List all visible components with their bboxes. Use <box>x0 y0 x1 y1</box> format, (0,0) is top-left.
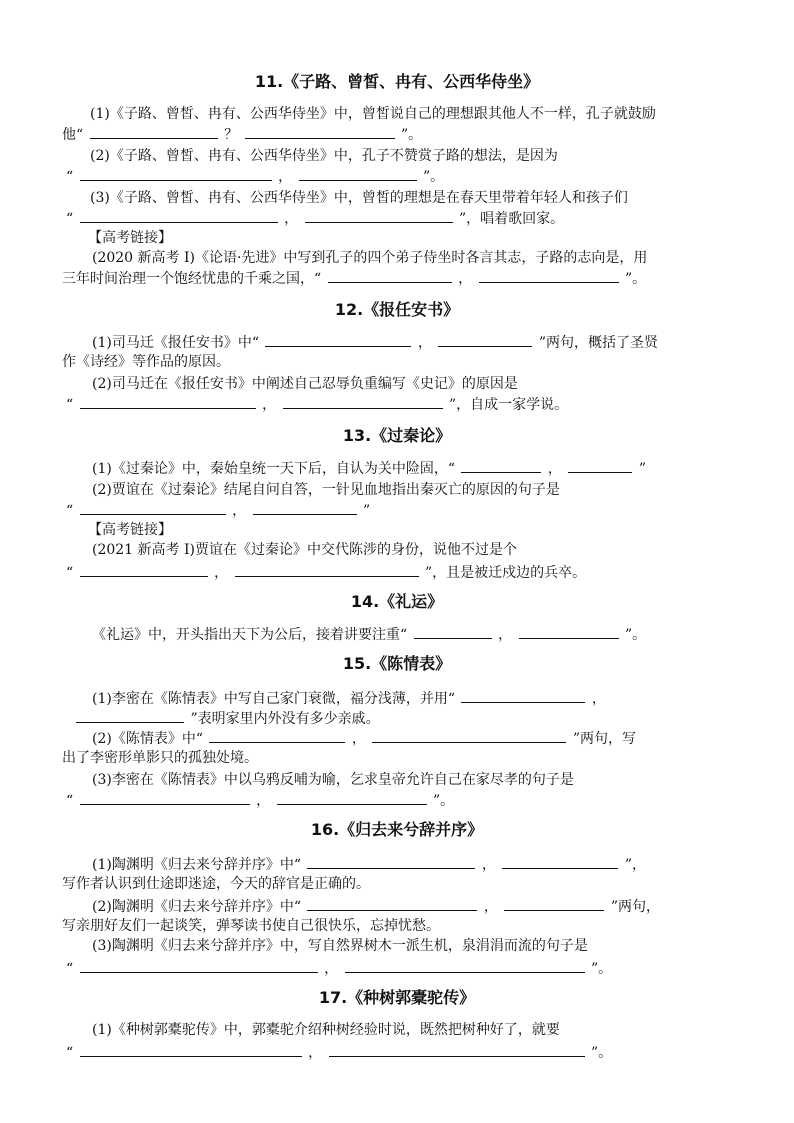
q11-2-answer-line <box>66 166 444 187</box>
q14-1-blank-2[interactable] <box>519 624 619 639</box>
q15-1-close: ”表明家里内外没有多少亲戚。 <box>190 711 380 727</box>
section-title-14: 14.《礼运》 <box>350 592 444 611</box>
q15-3-blank-1[interactable] <box>80 790 250 805</box>
q12-2-open-quote: “ <box>66 397 74 413</box>
q11-link-lead: 三年时间治理一个饱经忧患的千乘之国，“ <box>62 271 322 287</box>
q12-2-answer-line <box>66 394 568 415</box>
q11-2-prompt: (2)《子路、曾皙、冉有、公西华侍坐》中，孔子不赞赏子路的想法，是因为 <box>90 148 558 164</box>
q13-2-answer-line <box>66 500 370 521</box>
q11-1-blank-2[interactable] <box>245 124 395 139</box>
q16-2-close: ”两句， <box>610 899 660 915</box>
q13-2-sep: ， <box>232 503 247 519</box>
q12-2-sep: ， <box>262 397 277 413</box>
q11-link-blank-2[interactable] <box>479 268 619 283</box>
q12-2-blank-1[interactable] <box>80 394 256 409</box>
q16-2-continued: 写亲朋好友们一起谈笑，弹琴读书使自己很快乐，忘掉忧愁。 <box>62 918 440 934</box>
q16-3-sep: ， <box>324 961 339 977</box>
q15-2-sep: ， <box>351 731 366 747</box>
q16-2-blank-2[interactable] <box>504 896 604 911</box>
q12-1-prompt: (1)司马迁《报任安书》中“ <box>92 335 259 351</box>
q15-2-blank-2[interactable] <box>372 728 566 743</box>
q14-1-blank-1[interactable] <box>414 624 492 639</box>
q13-1-answer-line <box>92 458 646 479</box>
q17-1-answer-line <box>66 1042 612 1063</box>
q12-1-close: ”两句，概括了圣贤 <box>538 335 658 351</box>
q13-link-sep: ， <box>214 565 229 581</box>
q11-1-blank-1[interactable] <box>90 124 218 139</box>
q12-1-blank-2[interactable] <box>438 332 532 347</box>
section-title-12: 12.《报任安书》 <box>334 300 460 319</box>
q13-1-sep: ， <box>547 461 562 477</box>
q11-2-open-quote: “ <box>66 169 74 185</box>
q11-3-blank-1[interactable] <box>80 208 278 223</box>
q16-3-prompt: (3)陶渊明《归去来兮辞并序》中，写自然界树木一派生机，泉涓涓而流的句子是 <box>92 938 588 954</box>
q11-2-sep: ， <box>278 169 293 185</box>
q12-2-blank-2[interactable] <box>283 394 443 409</box>
q11-3-blank-2[interactable] <box>305 208 453 223</box>
q16-1-sep: ， <box>481 857 496 873</box>
q11-1-answer-line <box>62 124 422 145</box>
q14-1-close: ”。 <box>624 627 647 643</box>
q12-1-continued: 作《诗经》等作品的原因。 <box>62 354 230 370</box>
q13-link-blank-2[interactable] <box>235 562 419 577</box>
q12-1-blank-1[interactable] <box>265 332 411 347</box>
q11-3-prompt: (3)《子路、曾皙、冉有、公西华侍坐》中，曾皙的理想是在春天里带着年轻人和孩子们 <box>90 190 628 206</box>
q13-2-prompt: (2)贾谊在《过秦论》结尾自问自答，一针见血地指出秦灭亡的原因的句子是 <box>92 482 560 498</box>
q15-3-prompt: (3)李密在《陈情表》中以乌鸦反哺为喻，乞求皇帝允许自己在家尽孝的句子是 <box>92 772 574 788</box>
q16-1-answer-line <box>92 854 646 875</box>
q13-link-prompt: (2021 新高考 I)贾谊在《过秦论》中交代陈涉的身份，说他不过是个 <box>92 542 517 558</box>
q16-2-prompt: (2)陶渊明《归去来兮辞并序》中“ <box>92 899 301 915</box>
q15-2-blank-1[interactable] <box>209 728 345 743</box>
q11-1-prompt: (1)《子路、曾皙、冉有、公西华侍坐》中，曾皙说自己的理想跟其他人不一样，孔子就鼓励 <box>90 106 656 122</box>
q16-1-blank-1[interactable] <box>307 854 475 869</box>
q13-link-answer-line <box>66 562 586 583</box>
q11-1-close: ”。 <box>400 127 423 143</box>
q15-1-answer-line <box>92 688 606 709</box>
q14-1-prompt: 《礼运》中，开头指出天下为公后，接着讲要注重“ <box>92 627 408 643</box>
q17-1-blank-2[interactable] <box>329 1042 585 1057</box>
q13-link-blank-1[interactable] <box>80 562 208 577</box>
q13-2-open-quote: “ <box>66 503 74 519</box>
q12-2-close: ”，自成一家学说。 <box>448 397 569 413</box>
q16-3-open-quote: “ <box>66 961 74 977</box>
section-title-15: 15.《陈情表》 <box>342 654 452 673</box>
q11-2-close: ”。 <box>422 169 445 185</box>
q15-1-prompt: (1)李密在《陈情表》中写自己家门衰微，福分浅薄，并用“ <box>92 691 455 707</box>
q13-1-blank-1[interactable] <box>461 458 541 473</box>
q11-link-answer-line <box>62 268 646 289</box>
q12-1-answer-line <box>92 332 658 353</box>
gaokao-link-label-13: 【高考链接】 <box>88 522 172 538</box>
q13-1-close: ” <box>638 461 646 477</box>
q16-1-blank-2[interactable] <box>502 854 618 869</box>
q15-2-answer-line <box>92 728 636 749</box>
q15-1-answer-line-2 <box>74 708 380 729</box>
section-title-13: 13.《过秦论》 <box>342 426 452 445</box>
q13-2-close: ” <box>362 503 371 519</box>
gaokao-link-label-11: 【高考链接】 <box>88 230 172 246</box>
q16-3-answer-line <box>66 958 612 979</box>
q13-1-blank-2[interactable] <box>568 458 632 473</box>
q15-3-close: ”。 <box>432 793 455 809</box>
q11-3-sep: ， <box>284 211 299 227</box>
q17-1-blank-1[interactable] <box>80 1042 302 1057</box>
q16-3-blank-2[interactable] <box>345 958 585 973</box>
q11-3-answer-line <box>66 208 564 229</box>
q16-2-sep: ， <box>483 899 498 915</box>
q14-1-answer-line <box>92 624 646 645</box>
q11-2-blank-2[interactable] <box>299 166 417 181</box>
q15-2-continued: 出了李密形单影只的孤独处境。 <box>62 750 258 766</box>
q15-3-sep: ， <box>256 793 271 809</box>
q11-link-close: ”。 <box>624 271 647 287</box>
q13-link-close: ”，且是被迁戍边的兵卒。 <box>424 565 587 581</box>
q15-1-blank-1[interactable] <box>461 688 585 703</box>
q16-3-close: ”。 <box>590 961 613 977</box>
q15-1-sep: ， <box>591 691 606 707</box>
q17-1-sep: ， <box>308 1045 323 1061</box>
q15-1-blank-2[interactable] <box>76 708 184 723</box>
q16-1-prompt: (1)陶渊明《归去来兮辞并序》中“ <box>92 857 301 873</box>
q14-1-sep: ， <box>498 627 513 643</box>
q15-2-close: ”两句，写 <box>572 731 636 747</box>
q11-2-blank-1[interactable] <box>80 166 272 181</box>
q16-1-continued: 写作者认识到仕途即迷途，今天的辞官是正确的。 <box>62 876 370 892</box>
q15-3-blank-2[interactable] <box>277 790 427 805</box>
section-title-17: 17.《种树郭橐驼传》 <box>318 988 476 1007</box>
q11-1-open-quote: 他“ <box>62 127 84 143</box>
q17-1-open-quote: “ <box>66 1045 74 1061</box>
q11-3-close: ”，唱着歌回家。 <box>458 211 565 227</box>
q17-1-prompt: (1)《种树郭橐驼传》中，郭橐驼介绍种树经验时说，既然把树种好了，就要 <box>92 1022 560 1038</box>
q15-2-prompt: (2)《陈情表》中“ <box>92 731 203 747</box>
q11-link-sep: ， <box>458 271 473 287</box>
q11-link-blank-1[interactable] <box>328 268 452 283</box>
q11-link-prompt: (2020 新高考 I)《论语·先进》中写到孔子的四个弟子侍坐时各言其志，子路的志向是，用 <box>92 250 648 266</box>
q11-1-sep: ？ <box>224 127 239 143</box>
q16-2-blank-1[interactable] <box>307 896 477 911</box>
q16-1-close: ”， <box>624 857 646 873</box>
q13-2-blank-1[interactable] <box>80 500 226 515</box>
q12-2-prompt: (2)司马迁在《报任安书》中阐述自己忍辱负重编写《史记》的原因是 <box>92 376 518 392</box>
q17-1-close: ”。 <box>590 1045 613 1061</box>
q15-3-answer-line <box>66 790 454 811</box>
q13-1-prompt: (1)《过秦论》中，秦始皇统一天下后，自认为关中险固，“ <box>92 461 455 477</box>
q15-3-open-quote: “ <box>66 793 74 809</box>
q11-3-open-quote: “ <box>66 211 74 227</box>
q16-2-answer-line <box>92 896 660 917</box>
q13-2-blank-2[interactable] <box>253 500 357 515</box>
q12-1-sep: ， <box>417 335 432 351</box>
q16-3-blank-1[interactable] <box>80 958 318 973</box>
section-title-16: 16.《归去来兮辞并序》 <box>310 820 484 839</box>
section-title-11: 11.《子路、曾皙、冉有、公西华侍坐》 <box>254 72 540 91</box>
q13-link-open-quote: “ <box>66 565 74 581</box>
